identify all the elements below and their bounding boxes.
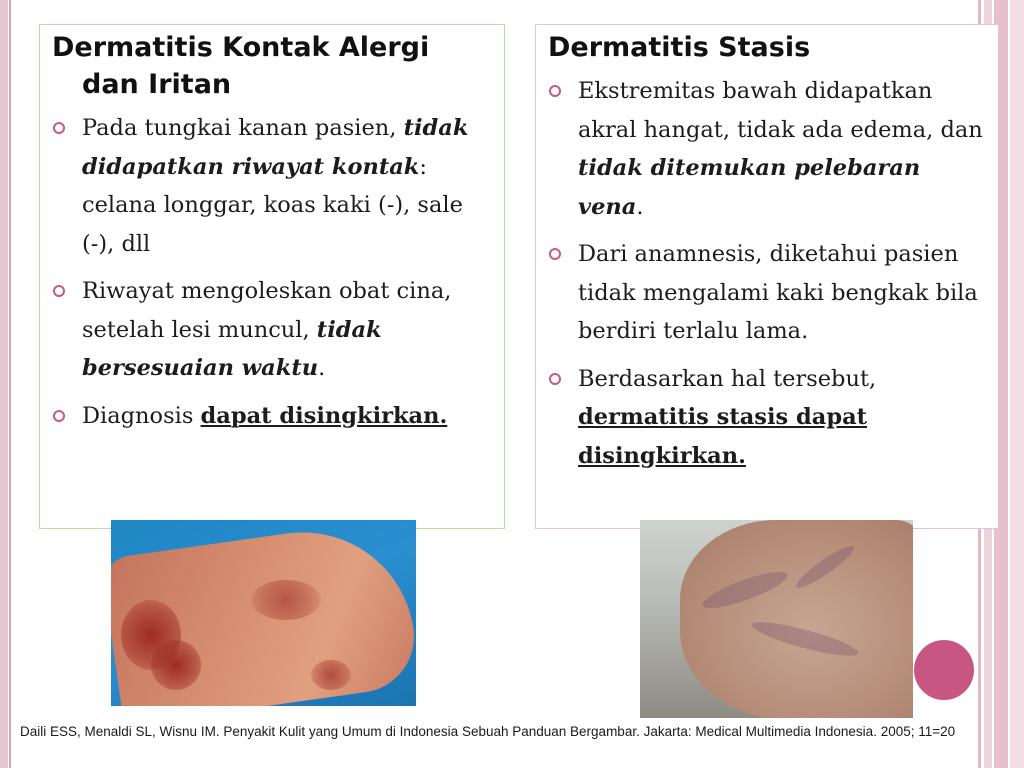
bullet-text: Pada tungkai kanan pasien, [82, 115, 404, 141]
bullet-text: Ekstremitas bawah didapatkan akral hangat, tidak ada edema, dan [578, 78, 983, 143]
list-item [40, 272, 504, 388]
right-decor-bar-3 [1010, 0, 1024, 768]
bullet-emphasis: tidak bersesuaian waktu [82, 316, 382, 381]
bullet-icon [53, 122, 65, 134]
bullet-emphasis: tidak ditemukan pelebaran vena [578, 155, 921, 220]
left-decor-bar [0, 0, 8, 768]
bullet-text: . [636, 193, 644, 220]
list-item [536, 360, 998, 476]
hand-dermatitis-photo [111, 520, 416, 706]
list-item [40, 397, 504, 436]
bullet-icon [53, 410, 65, 422]
leg-shape [680, 520, 913, 718]
left-content-box [39, 24, 505, 529]
right-heading: Dermatitis Stasis [548, 32, 811, 63]
list-item [536, 235, 998, 351]
lesion-spot [311, 660, 351, 690]
left-bullet-list [40, 109, 504, 435]
bullet-icon [549, 248, 561, 260]
bullet-conclusion: dermatitis stasis dapat disingkirkan. [578, 404, 868, 469]
left-heading-line1: Dermatitis Kontak Alergi [52, 32, 430, 63]
bullet-icon [549, 373, 561, 385]
bullet-emphasis: tidak didapatkan riwayat kontak [82, 115, 469, 180]
citation-text: Daili ESS, Menaldi SL, Wisnu IM. Penyakit Kulit yang Umum di Indonesia Sebuah Panduan Bergambar. Jakarta: Medical Multimedia Indonesia. 2005; 11=20 [20, 724, 956, 739]
left-heading [52, 29, 496, 103]
leg-stasis-photo [640, 520, 913, 718]
bullet-text: : celana longgar, koas kaki (-), sale (-), dll [82, 153, 463, 257]
bullet-icon [549, 85, 561, 97]
right-bullet-list [536, 72, 998, 475]
bullet-text: Berdasarkan hal tersebut, [578, 365, 877, 392]
decorative-circle [914, 640, 974, 700]
list-item [40, 109, 504, 263]
bullet-text: Riwayat mengoleskan obat cina, setelah lesi muncul, [82, 278, 452, 343]
bullet-text: Diagnosis [82, 402, 201, 429]
bullet-conclusion: dapat disingkirkan. [200, 402, 448, 429]
right-content-box [535, 24, 999, 529]
left-heading-line2: dan Iritan [82, 69, 232, 100]
lesion-spot [151, 640, 201, 690]
list-item [536, 72, 998, 226]
left-decor-line [9, 0, 11, 768]
bullet-icon [53, 285, 65, 297]
bullet-text: Dari anamnesis, diketahui pasien tidak mengalami kaki bengkak bila berdiri terlalu lama. [578, 241, 978, 344]
bullet-text: . [318, 355, 326, 381]
lesion-spot [251, 580, 321, 620]
